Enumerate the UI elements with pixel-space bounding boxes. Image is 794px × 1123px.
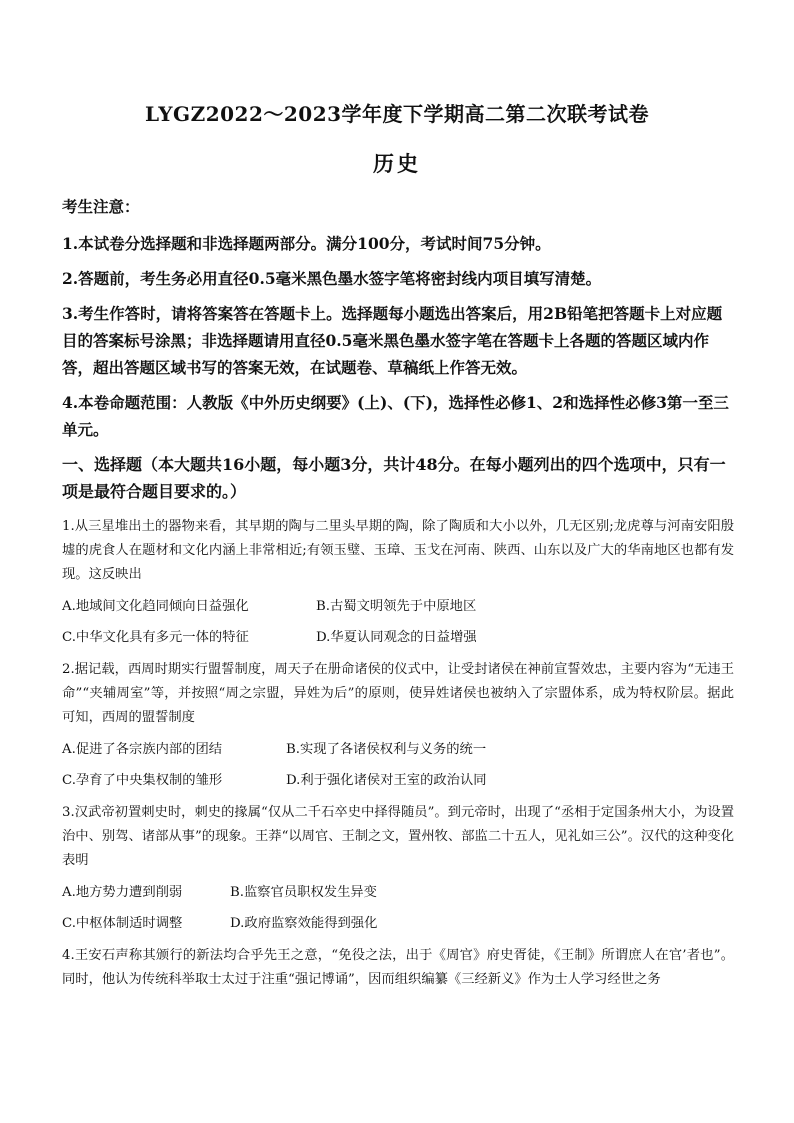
option-b: B.监察官员职权发生异变: [230, 885, 377, 900]
question-3: [62, 801, 734, 935]
option-c: C.中枢体制适时调整: [62, 916, 183, 931]
option-a: A.地域间文化趋同倾向日益强化: [62, 599, 249, 614]
exam-subject: 历史: [373, 151, 421, 176]
option-d: D.华夏认同观念的日益增强: [316, 630, 477, 645]
question-stem: 3.汉武帝初置刺史时，刺史的掾属“仅从二千石卒史中择得随员”。到元帝时，出现了“丞相于定国条州大小，为设置治中、别驾、诸部从事”的现象。王莽“以周官、王制之文，置州牧、部监二十五人，见礼如三公”。汉代的这种变化表明: [62, 805, 734, 868]
question-1: [62, 515, 734, 649]
option-a: A.促进了各宗族内部的团结: [62, 742, 223, 757]
question-2: [62, 658, 734, 792]
option-row: [62, 913, 734, 935]
question-stem: 2.据记载，西周时期实行盟誓制度，周天子在册命诸侯的仪式中，让受封诸侯在神前宣誓效忠，主要内容为“无违王命”“夹辅周室”等，并按照“周之宗盟，异姓为后”的原则，使异姓诸侯也被纳入了宗盟体系，成为特权阶层。据此可知，西周的盟誓制度: [62, 662, 734, 725]
exam-body: [62, 193, 734, 1001]
option-c: C.中华文化具有多元一体的特征: [62, 630, 249, 645]
section-heading: 一、选择题（本大题共16小题，每小题3分，共计48分。在每小题列出的四个选项中，只有一项是最符合题目要求的。）: [62, 455, 726, 501]
option-d: D.政府监察效能得到强化: [230, 916, 378, 931]
option-b: B.实现了各诸侯权利与义务的统一: [286, 742, 487, 757]
option-d: D.利于强化诸侯对王室的政治认同: [286, 773, 487, 788]
exam-title: LYGZ2022～2023学年度下学期高二第二次联考试卷: [144, 102, 650, 126]
notice-item-2: 2.答题前，考生务必用直径0.5毫米黑色墨水签字笔将密封线内项目填写清楚。: [62, 269, 602, 288]
option-b: B.古蜀文明领先于中原地区: [316, 599, 477, 614]
notice-item-3: 3.考生作答时，请将答案答在答题卡上。选择题每小题选出答案后，用2B铅笔把答题卡上对应题目的答案标号涂黑；非选择题请用直径0.5毫米黑色墨水签字笔在答题卡上各题的答题区域内作答，超出答题区域书写的答案无效，在试题卷、草稿纸上作答无效。: [62, 304, 723, 377]
question-4: [62, 944, 734, 992]
notice-heading: 考生注意：: [62, 197, 140, 216]
question-stem: 4.王安石声称其颁行的新法均合乎先王之意，“免役之法，出于《周官》府史胥徒，《王制》所谓庶人在官’者也”。同时，他认为传统科举取士太过于注重“强记博诵”，因而组织编纂《三经新义》作为士人学习经世之务: [62, 948, 734, 987]
question-stem: 1.从三星堆出土的器物来看，其早期的陶与二里头早期的陶，除了陶质和大小以外，几无区别;龙虎尊与河南安阳殷墟的虎食人在题材和文化内涵上非常相近;有领玉璧、玉璋、玉戈在河南、陕西、山东以及广大的华南地区也都有发现。这反映出: [62, 519, 734, 582]
option-c: C.孕育了中央集权制的雏形: [62, 773, 223, 788]
option-row: [62, 596, 734, 618]
option-row: [62, 739, 734, 761]
option-row: [62, 882, 734, 904]
notice-item-1: 1.本试卷分选择题和非选择题两部分。满分100分，考试时间75分钟。: [62, 234, 551, 253]
option-row: [62, 627, 734, 649]
option-row: [62, 770, 734, 792]
option-a: A.地方势力遭到削弱: [62, 885, 183, 900]
notice-item-4: 4.本卷命题范围：人教版《中外历史纲要》(上)、(下)，选择性必修1、2和选择性必修3第一至三单元。: [62, 393, 729, 439]
